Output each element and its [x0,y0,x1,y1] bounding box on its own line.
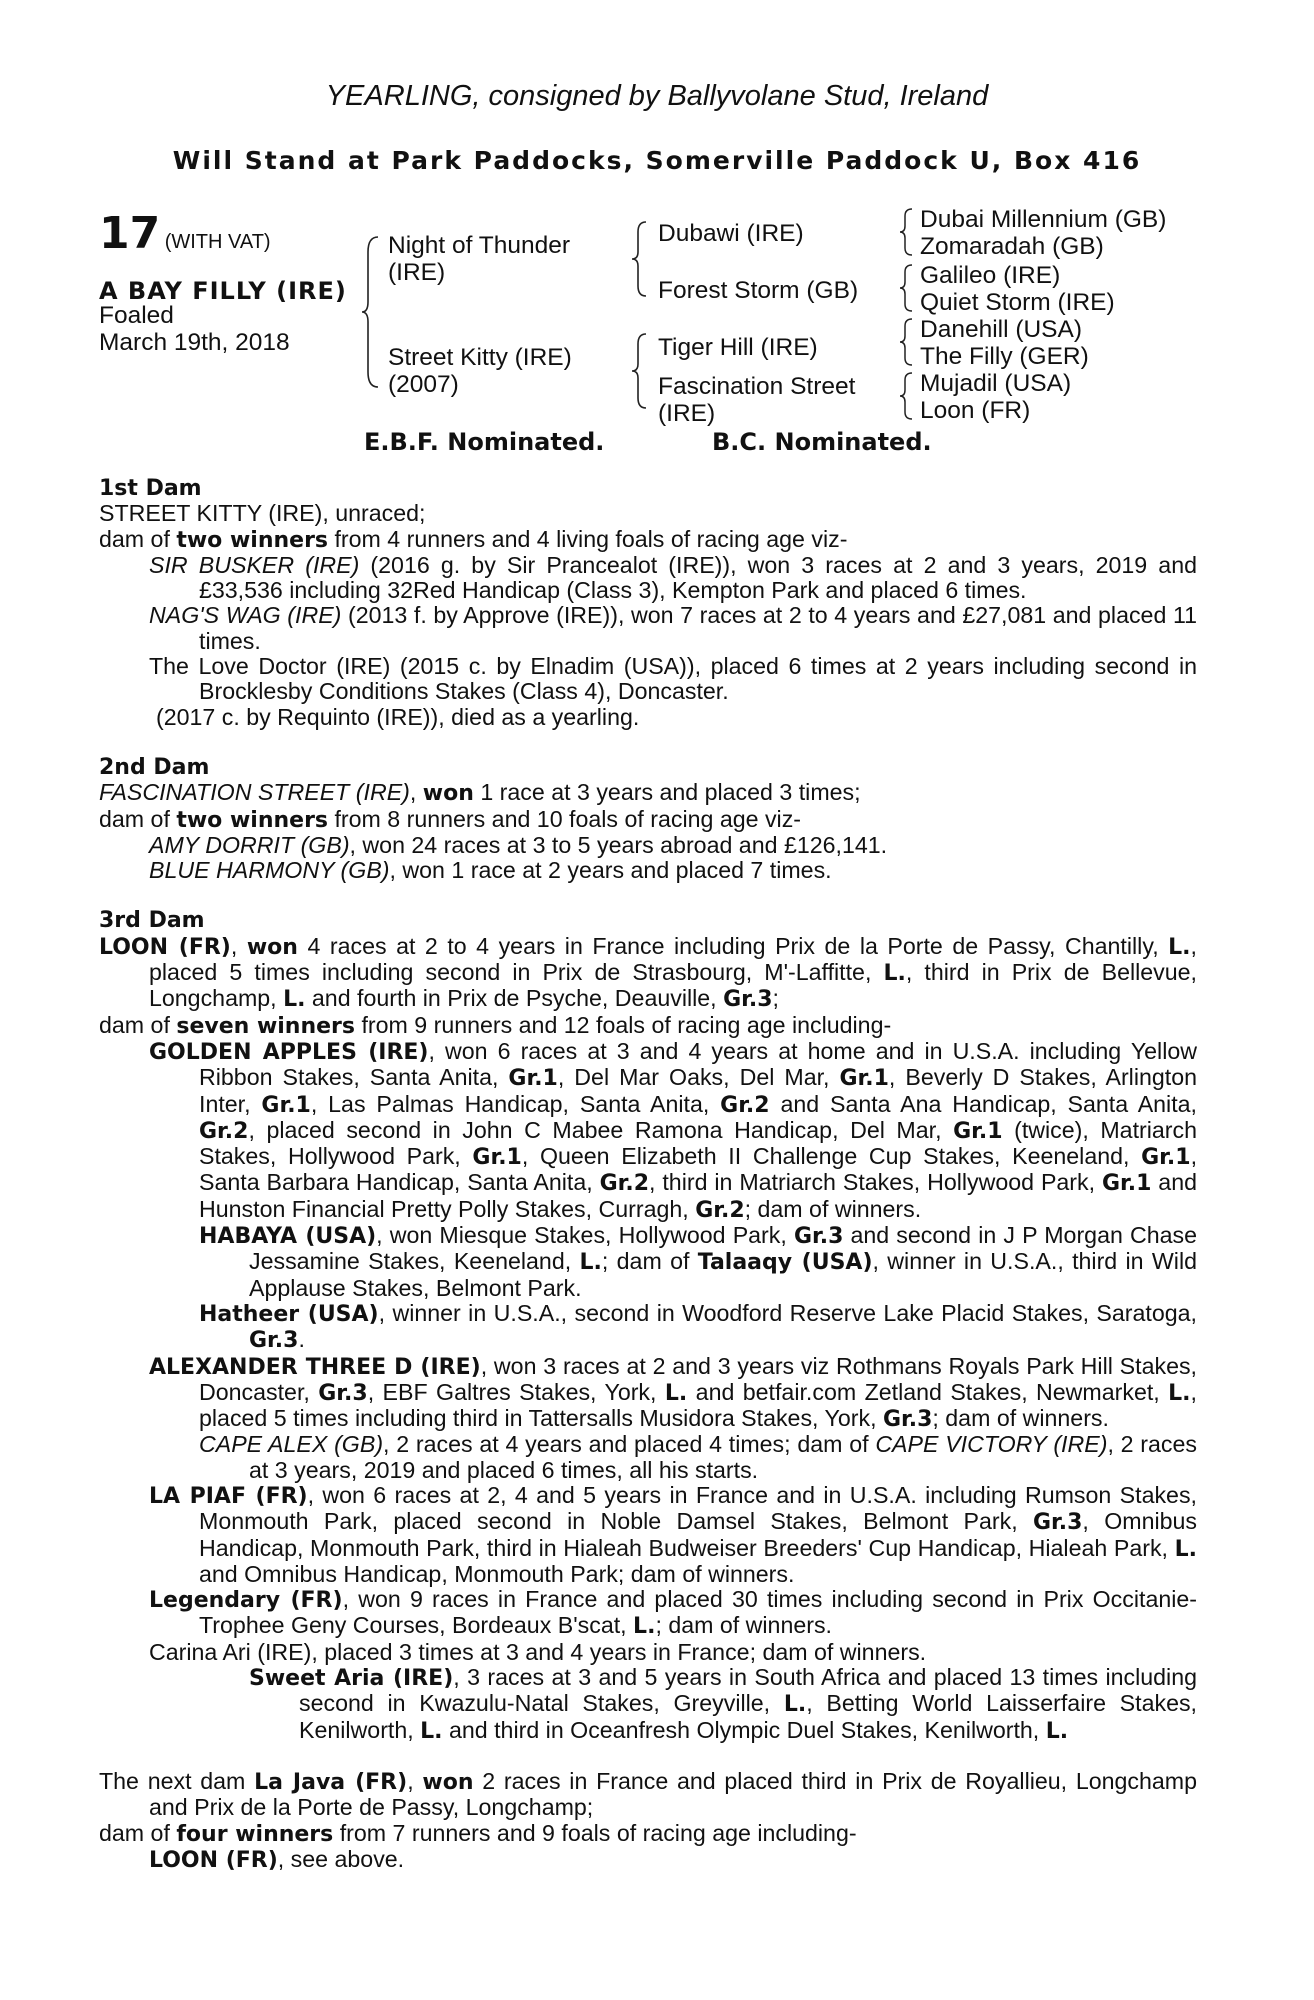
progeny-entry: SIR BUSKER (IRE) (2016 g. by Sir Prancealot (IRE)), won 3 races at 2 and 3 years, 2019 and £33,536 including 32Red Handicap (Class 3), Kempton Park and placed 6 times. [149,551,1197,604]
consignor-line: YEARLING, consigned by Ballyvolane Stud, Ireland [325,80,989,112]
sss-brace [898,206,918,258]
sire-line-brace [630,218,654,300]
progeny-entry: Legendary (FR), won 9 races in France and placed 30 times including second in Prix Occitanie-Trophee Geny Courses, Bordeaux B'scat, L.; dam of winners. [149,1586,1198,1640]
bc-nomination: B.C. Nominated. [712,428,932,456]
first-dam-heading: 1st Dam [99,476,202,501]
dss-brace [898,316,918,368]
progeny-entry: BLUE HARMONY (GB), won 1 race at 2 years and placed 7 times. [149,857,832,884]
dam-dam-country: (IRE) [658,400,716,427]
progeny-entry: GOLDEN APPLES (IRE), won 6 races at 3 and 4 years at home and in U.S.A. including Yellow Ribbon Stakes, Santa Anita, Gr.1, Del Mar Oaks, Del Mar, Gr.1, Beverly D Stakes, Arlington Inter, Gr.1, Las Palmas Handicap, Santa Anita, Gr.2 and Santa Ana Handicap, Santa Anita, Gr.2, placed second in John C Mabee Ramona Handicap, Del Mar, Gr.1 (twice), Matriarch Stakes, Hollywood Park, Gr.1, Queen Elizabeth II Challenge Cup Stakes, Keeneland, Gr.1, Santa Barbara Handicap, Santa Anita, Gr.2, third in Matriarch Stakes, Hollywood Park, Gr.1 and Hunston Financial Pretty Polly Stakes, Curragh, Gr.2; dam of winners. [149,1037,1198,1223]
third-dam-line: LOON (FR), won 4 races at 2 to 4 years in France including Prix de la Porte de Passy, Chantilly, L., placed 5 times including second in Prix de Strasbourg, M'-Laffitte, L., third in Prix de Bellevue, Longchamp, L. and fourth in Prix de Psyche, Deauville, Gr.3; [99,932,1197,1013]
gg-sdd: Quiet Storm (IRE) [920,289,1115,316]
progeny-entry: (2017 c. by Requinto (IRE)), died as a yearling. [156,703,640,730]
progeny-entry: AMY DORRIT (GB), won 24 races at 3 to 5 years abroad and £126,141. [149,831,888,858]
lot-header [99,208,271,259]
grand-progeny-entry: HABAYA (USA), won Miesque Stakes, Hollywood Park, Gr.3 and second in J P Morgan Chase Jessamine Stakes, Keeneland, L.; dam of Talaaqy (USA), winner in U.S.A., third in Wild Applause Stakes, Belmont Park. [199,1222,1198,1301]
horse-name: A BAY FILLY (IRE) [99,277,347,305]
foaled-date: March 19th, 2018 [99,329,290,356]
dam-name: Street Kitty (IRE) [388,344,572,371]
first-dam-summary: dam of two winners from 4 runners and 4 living foals of racing age viz- [99,525,848,553]
dam-sire: Tiger Hill (IRE) [658,334,818,361]
third-dam-heading: 3rd Dam [99,908,205,934]
gg-ssd: Zomaradah (GB) [920,233,1104,260]
foaled-label: Foaled [99,302,174,329]
sire-dam-brace [360,232,390,392]
stand-location: Will Stand at Park Paddocks, Somerville Paddock U, Box 416 [172,146,1142,175]
progeny-entry: NAG'S WAG (IRE) (2013 f. by Approve (IRE)), won 7 races at 2 to 4 years and £27,081 and placed 11 times. [149,602,1198,654]
gg-ddd: Loon (FR) [920,397,1031,424]
dam-dam: Fascination Street [658,373,856,400]
gg-sds: Galileo (IRE) [920,262,1061,289]
grand-progeny-entry: Sweet Aria (IRE), 3 races at 3 and 5 years in South Africa and placed 13 times including second in Kwazulu-Natal Stakes, Greyville, L., Betting World Laisserfaire Stakes, Kenilworth, L. and third in Oceanfresh Olympic Duel Stakes, Kenilworth, L. [249,1664,1197,1744]
grand-progeny-entry: CAPE ALEX (GB), 2 races at 4 years and placed 4 times; dam of CAPE VICTORY (IRE), 2 races at 3 years, 2019 and placed 6 times, all his starts. [199,1431,1197,1483]
third-dam-summary: dam of seven winners from 9 runners and 12 foals of racing age including- [99,1011,892,1039]
next-dam-line: The next dam La Java (FR), won 2 races in France and placed third in Prix de Royallieu, Longchamp and Prix de la Porte de Passy, Longchamp; [99,1767,1198,1821]
dds-brace [898,370,918,422]
catalogue-body [99,476,1197,1873]
lot-number: 17 [99,208,161,259]
gg-dss: Danehill (USA) [920,316,1083,343]
second-dam-heading: 2nd Dam [99,754,210,780]
progeny-entry: LOON (FR), see above. [149,1845,405,1873]
second-dam-line: FASCINATION STREET (IRE), won 1 race at 3 years and placed 3 times; [99,779,861,807]
vat-note: (WITH VAT) [164,231,271,253]
sire-name: Night of Thunder [388,232,571,259]
gg-sss: Dubai Millennium (GB) [920,206,1167,233]
next-dam-summary: dam of four winners from 7 runners and 9 foals of racing age including- [99,1819,857,1847]
gg-dds: Mujadil (USA) [920,370,1072,397]
ebf-nomination: E.B.F. Nominated. [364,428,605,456]
progeny-entry: ALEXANDER THREE D (IRE), won 3 races at 2 and 3 years viz Rothmans Royals Park Hill Stakes, Doncaster, Gr.3, EBF Galtres Stakes, York, L. and betfair.com Zetland Stakes, Newmarket, L., placed 5 times including third in Tattersalls Musidora Stakes, York, Gr.3; dam of winners. [149,1352,1198,1433]
grand-progeny-entry: Hatheer (USA), winner in U.S.A., second in Woodford Reserve Lake Placid Stakes, Saratoga, Gr.3. [199,1299,1197,1354]
sire-country: (IRE) [388,259,446,286]
progeny-entry: Carina Ari (IRE), placed 3 times at 3 and 4 years in France; dam of winners. [149,1638,927,1665]
gg-dsd: The Filly (GER) [920,343,1089,370]
sire-sire: Dubawi (IRE) [658,220,804,247]
first-dam-line: STREET KITTY (IRE), unraced; [99,500,426,527]
sds-brace [898,262,918,314]
sire-dam: Forest Storm (GB) [658,277,859,304]
progeny-entry: LA PIAF (FR), won 6 races at 2, 4 and 5 years in France and in U.S.A. including Rumson Stakes, Monmouth Park, placed second in Noble Damsel Stakes, Belmont Park, Gr.3, Omnibus Handicap, Monmouth Park, third in Hialeah Budweiser Breeders' Cup Handicap, Hialeah Park, L. and Omnibus Handicap, Monmouth Park; dam of winners. [149,1481,1197,1587]
progeny-entry: The Love Doctor (IRE) (2015 c. by Elnadim (USA)), placed 6 times at 2 years including second in Brocklesby Conditions Stakes (Class 4), Doncaster. [149,653,1197,705]
dam-year: (2007) [388,371,459,398]
dam-line-brace [630,330,654,412]
second-dam-summary: dam of two winners from 8 runners and 10 foals of racing age viz- [99,805,802,833]
